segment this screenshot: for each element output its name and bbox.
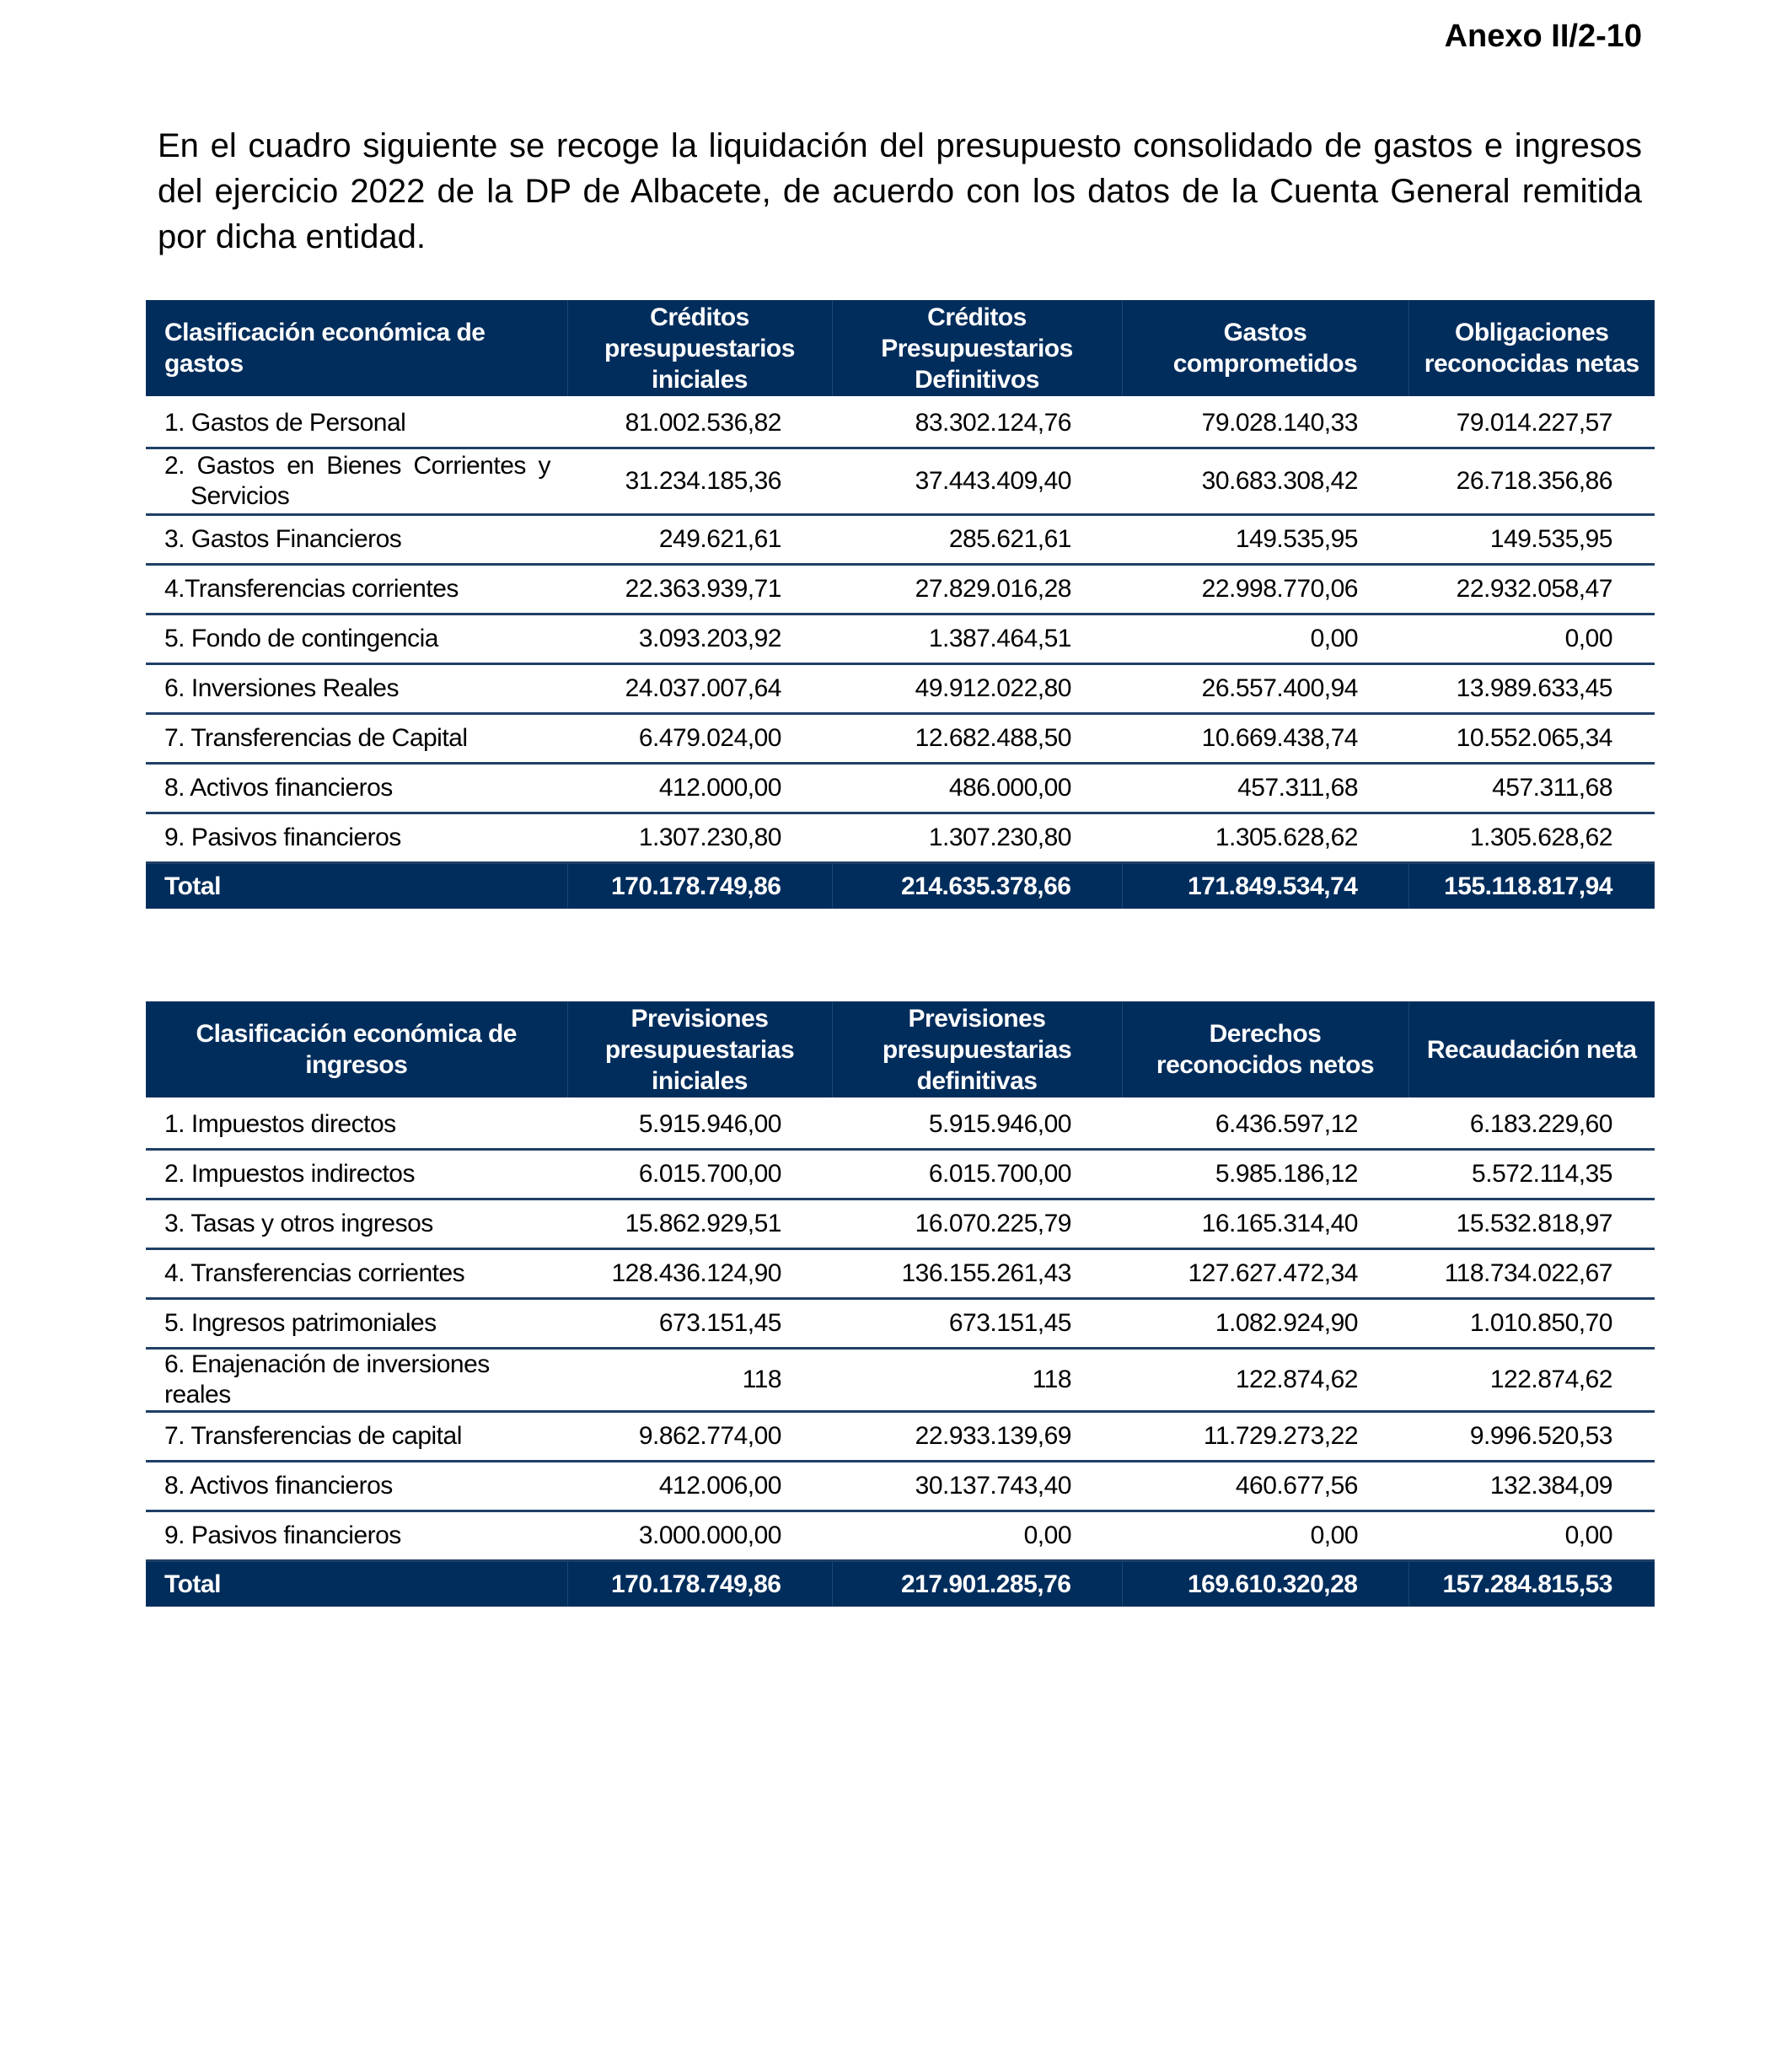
table-row xyxy=(146,1299,1655,1349)
table-row xyxy=(146,764,1655,813)
cell-final: 673.151,45 xyxy=(832,1299,1122,1349)
cell-rights: 127.627.472,34 xyxy=(1122,1249,1408,1299)
header-line: reconocidos netos xyxy=(1156,1051,1375,1079)
ingresos-header-collected xyxy=(1408,1001,1655,1099)
cell-rights: 5.985.186,12 xyxy=(1122,1150,1408,1199)
cell-rights: 460.677,56 xyxy=(1122,1462,1408,1511)
cell-final: 136.155.261,43 xyxy=(832,1249,1122,1299)
total-initial: 170.178.749,86 xyxy=(567,863,832,910)
table-row xyxy=(146,1150,1655,1199)
total-collected: 157.284.815,53 xyxy=(1408,1561,1655,1607)
cell-collected: 0,00 xyxy=(1408,1511,1655,1561)
gastos-header-initial xyxy=(567,300,832,398)
row-label-line1 xyxy=(164,451,550,481)
word: Gastos xyxy=(196,452,275,480)
cell-final: 12.682.488,50 xyxy=(832,714,1122,764)
cell-initial: 5.915.946,00 xyxy=(567,1099,832,1150)
table-row xyxy=(146,515,1655,565)
cell-final: 118 xyxy=(832,1349,1122,1412)
table-row xyxy=(146,1412,1655,1462)
gastos-header-row xyxy=(146,300,1655,398)
ingresos-table xyxy=(146,1001,1655,1607)
cell-recognized: 457.311,68 xyxy=(1408,764,1655,813)
gastos-header-category xyxy=(146,300,567,398)
table-row xyxy=(146,565,1655,614)
cell-initial: 118 xyxy=(567,1349,832,1412)
header-line: Previsiones xyxy=(630,1004,769,1033)
word: Bienes xyxy=(326,452,401,480)
cell-rights: 16.165.314,40 xyxy=(1122,1199,1408,1249)
cell-final: 27.829.016,28 xyxy=(832,565,1122,614)
cell-final: 22.933.139,69 xyxy=(832,1412,1122,1462)
gastos-header-category-text: Clasificación económica de gastos xyxy=(164,319,486,378)
table-row xyxy=(146,1199,1655,1249)
cell-final: 49.912.022,80 xyxy=(832,664,1122,714)
cell-initial: 249.621,61 xyxy=(567,515,832,565)
cell-initial: 412.000,00 xyxy=(567,764,832,813)
cell-final: 0,00 xyxy=(832,1511,1122,1561)
row-label: 9. Pasivos financieros xyxy=(146,1511,567,1561)
cell-initial: 22.363.939,71 xyxy=(567,565,832,614)
header-line: ingresos xyxy=(305,1051,408,1079)
cell-initial: 3.000.000,00 xyxy=(567,1511,832,1561)
word: Corrientes xyxy=(413,452,526,480)
cell-initial: 9.862.774,00 xyxy=(567,1412,832,1462)
cell-recognized: 0,00 xyxy=(1408,614,1655,664)
header-line: iniciales xyxy=(652,365,748,394)
total-committed: 171.849.534,74 xyxy=(1122,863,1408,910)
cell-rights: 6.436.597,12 xyxy=(1122,1099,1408,1150)
header-line: presupuestarias xyxy=(882,1035,1072,1064)
header-line: Previsiones xyxy=(908,1004,1046,1033)
ingresos-header-rights xyxy=(1122,1001,1408,1099)
ingresos-header-initial xyxy=(567,1001,832,1099)
intro-paragraph: En el cuadro siguiente se recoge la liquidación del presupuesto consolidado de gastos e ingresos del ejercicio 2022 de la DP de Albacete, de acuerdo con los datos de la Cuenta General remitida por dicha entidad. xyxy=(158,127,1642,255)
total-initial: 170.178.749,86 xyxy=(567,1561,832,1607)
row-label: 9. Pasivos financieros xyxy=(146,813,567,863)
cell-final: 1.387.464,51 xyxy=(832,614,1122,664)
total-rights: 169.610.320,28 xyxy=(1122,1561,1408,1607)
cell-final: 6.015.700,00 xyxy=(832,1150,1122,1199)
header-line: Obligaciones xyxy=(1455,319,1609,346)
table-row xyxy=(146,714,1655,764)
row-label: 8. Activos financieros xyxy=(146,764,567,813)
cell-final: 486.000,00 xyxy=(832,764,1122,813)
cell-rights: 0,00 xyxy=(1122,1511,1408,1561)
header-line: definitivas xyxy=(916,1066,1038,1095)
header-line: presupuestarias xyxy=(604,1035,795,1064)
cell-initial: 31.234.185,36 xyxy=(567,448,832,515)
table-row xyxy=(146,813,1655,863)
cell-collected: 15.532.818,97 xyxy=(1408,1199,1655,1249)
header-line: Gastos xyxy=(1223,319,1307,346)
cell-final: 16.070.225,79 xyxy=(832,1199,1122,1249)
row-label: 5. Ingresos patrimoniales xyxy=(146,1299,567,1349)
cell-committed: 79.028.140,33 xyxy=(1122,398,1408,448)
cell-collected: 132.384,09 xyxy=(1408,1462,1655,1511)
cell-initial: 15.862.929,51 xyxy=(567,1199,832,1249)
table-row xyxy=(146,1462,1655,1511)
cell-initial: 412.006,00 xyxy=(567,1462,832,1511)
cell-recognized: 26.718.356,86 xyxy=(1408,448,1655,515)
cell-collected: 1.010.850,70 xyxy=(1408,1299,1655,1349)
header-line: Derechos xyxy=(1209,1020,1322,1048)
row-label: 7. Transferencias de capital xyxy=(146,1412,567,1462)
cell-initial: 81.002.536,82 xyxy=(567,398,832,448)
cell-committed: 22.998.770,06 xyxy=(1122,565,1408,614)
gastos-header-final xyxy=(832,300,1122,398)
total-recognized: 155.118.817,94 xyxy=(1408,863,1655,910)
row-label: 3. Tasas y otros ingresos xyxy=(146,1199,567,1249)
cell-initial: 6.015.700,00 xyxy=(567,1150,832,1199)
row-label: 5. Fondo de contingencia xyxy=(146,614,567,664)
cell-final: 285.621,61 xyxy=(832,515,1122,565)
gastos-header-recognized xyxy=(1408,300,1655,398)
header-line: Créditos xyxy=(650,303,749,331)
header-line: presupuestarios xyxy=(604,334,795,362)
row-label: 2. Impuestos indirectos xyxy=(146,1150,567,1199)
cell-initial: 673.151,45 xyxy=(567,1299,832,1349)
cell-initial: 24.037.007,64 xyxy=(567,664,832,714)
header-line: Recaudación neta xyxy=(1426,1035,1637,1064)
word: y xyxy=(538,452,550,480)
table-row xyxy=(146,614,1655,664)
cell-committed: 149.535,95 xyxy=(1122,515,1408,565)
cell-committed: 26.557.400,94 xyxy=(1122,664,1408,714)
cell-recognized: 10.552.065,34 xyxy=(1408,714,1655,764)
cell-initial: 128.436.124,90 xyxy=(567,1249,832,1299)
total-final: 217.901.285,76 xyxy=(832,1561,1122,1607)
header-line: iniciales xyxy=(652,1066,748,1095)
gastos-table xyxy=(146,300,1655,909)
row-label: 8. Activos financieros xyxy=(146,1462,567,1511)
row-label: 6. Enajenación de inversiones reales xyxy=(146,1349,567,1412)
ingresos-header-row xyxy=(146,1001,1655,1099)
cell-committed: 1.305.628,62 xyxy=(1122,813,1408,863)
gastos-header-committed xyxy=(1122,300,1408,398)
table-row xyxy=(146,448,1655,515)
total-label: Total xyxy=(146,863,567,910)
ingresos-header-category xyxy=(146,1001,567,1099)
cell-final: 1.307.230,80 xyxy=(832,813,1122,863)
total-row xyxy=(146,863,1655,910)
cell-recognized: 149.535,95 xyxy=(1408,515,1655,565)
cell-initial: 3.093.203,92 xyxy=(567,614,832,664)
cell-collected: 9.996.520,53 xyxy=(1408,1412,1655,1462)
cell-recognized: 79.014.227,57 xyxy=(1408,398,1655,448)
total-label: Total xyxy=(146,1561,567,1607)
row-label: 7. Transferencias de Capital xyxy=(146,714,567,764)
cell-final: 83.302.124,76 xyxy=(832,398,1122,448)
header-line: Clasificación económica de xyxy=(196,1020,517,1048)
cell-recognized: 13.989.633,45 xyxy=(1408,664,1655,714)
row-label xyxy=(146,448,567,515)
table-row xyxy=(146,1349,1655,1412)
cell-initial: 1.307.230,80 xyxy=(567,813,832,863)
cell-recognized: 22.932.058,47 xyxy=(1408,565,1655,614)
cell-committed: 457.311,68 xyxy=(1122,764,1408,813)
header-line: comprometidos xyxy=(1172,350,1358,378)
row-label: 4.Transferencias corrientes xyxy=(146,565,567,614)
table-row xyxy=(146,398,1655,448)
cell-final: 37.443.409,40 xyxy=(832,448,1122,515)
cell-committed: 30.683.308,42 xyxy=(1122,448,1408,515)
ingresos-header-final xyxy=(832,1001,1122,1099)
table-row xyxy=(146,1249,1655,1299)
row-label: 3. Gastos Financieros xyxy=(146,515,567,565)
annex-label: Anexo II/2-10 xyxy=(1444,19,1642,54)
total-final: 214.635.378,66 xyxy=(832,863,1122,910)
header-line: Presupuestarios xyxy=(881,334,1073,362)
row-label: 1. Impuestos directos xyxy=(146,1099,567,1150)
row-label: 4. Transferencias corrientes xyxy=(146,1249,567,1299)
cell-recognized: 1.305.628,62 xyxy=(1408,813,1655,863)
word: 2. xyxy=(164,452,185,480)
row-label: 1. Gastos de Personal xyxy=(146,398,567,448)
cell-collected: 5.572.114,35 xyxy=(1408,1150,1655,1199)
cell-rights: 122.874,62 xyxy=(1122,1349,1408,1412)
cell-rights: 1.082.924,90 xyxy=(1122,1299,1408,1349)
header-line: Créditos xyxy=(927,303,1027,331)
word: en xyxy=(287,452,314,480)
cell-committed: 10.669.438,74 xyxy=(1122,714,1408,764)
total-row xyxy=(146,1561,1655,1607)
cell-committed: 0,00 xyxy=(1122,614,1408,664)
cell-collected: 122.874,62 xyxy=(1408,1349,1655,1412)
cell-collected: 118.734.022,67 xyxy=(1408,1249,1655,1299)
header-line: reconocidas netas xyxy=(1424,350,1639,378)
cell-collected: 6.183.229,60 xyxy=(1408,1099,1655,1150)
row-label-line2: Servicios xyxy=(190,482,290,510)
header-line: Definitivos xyxy=(915,365,1039,394)
row-label: 6. Inversiones Reales xyxy=(146,664,567,714)
cell-final: 5.915.946,00 xyxy=(832,1099,1122,1150)
table-row xyxy=(146,664,1655,714)
table-row xyxy=(146,1099,1655,1150)
cell-rights: 11.729.273,22 xyxy=(1122,1412,1408,1462)
cell-final: 30.137.743,40 xyxy=(832,1462,1122,1511)
table-row xyxy=(146,1511,1655,1561)
cell-initial: 6.479.024,00 xyxy=(567,714,832,764)
